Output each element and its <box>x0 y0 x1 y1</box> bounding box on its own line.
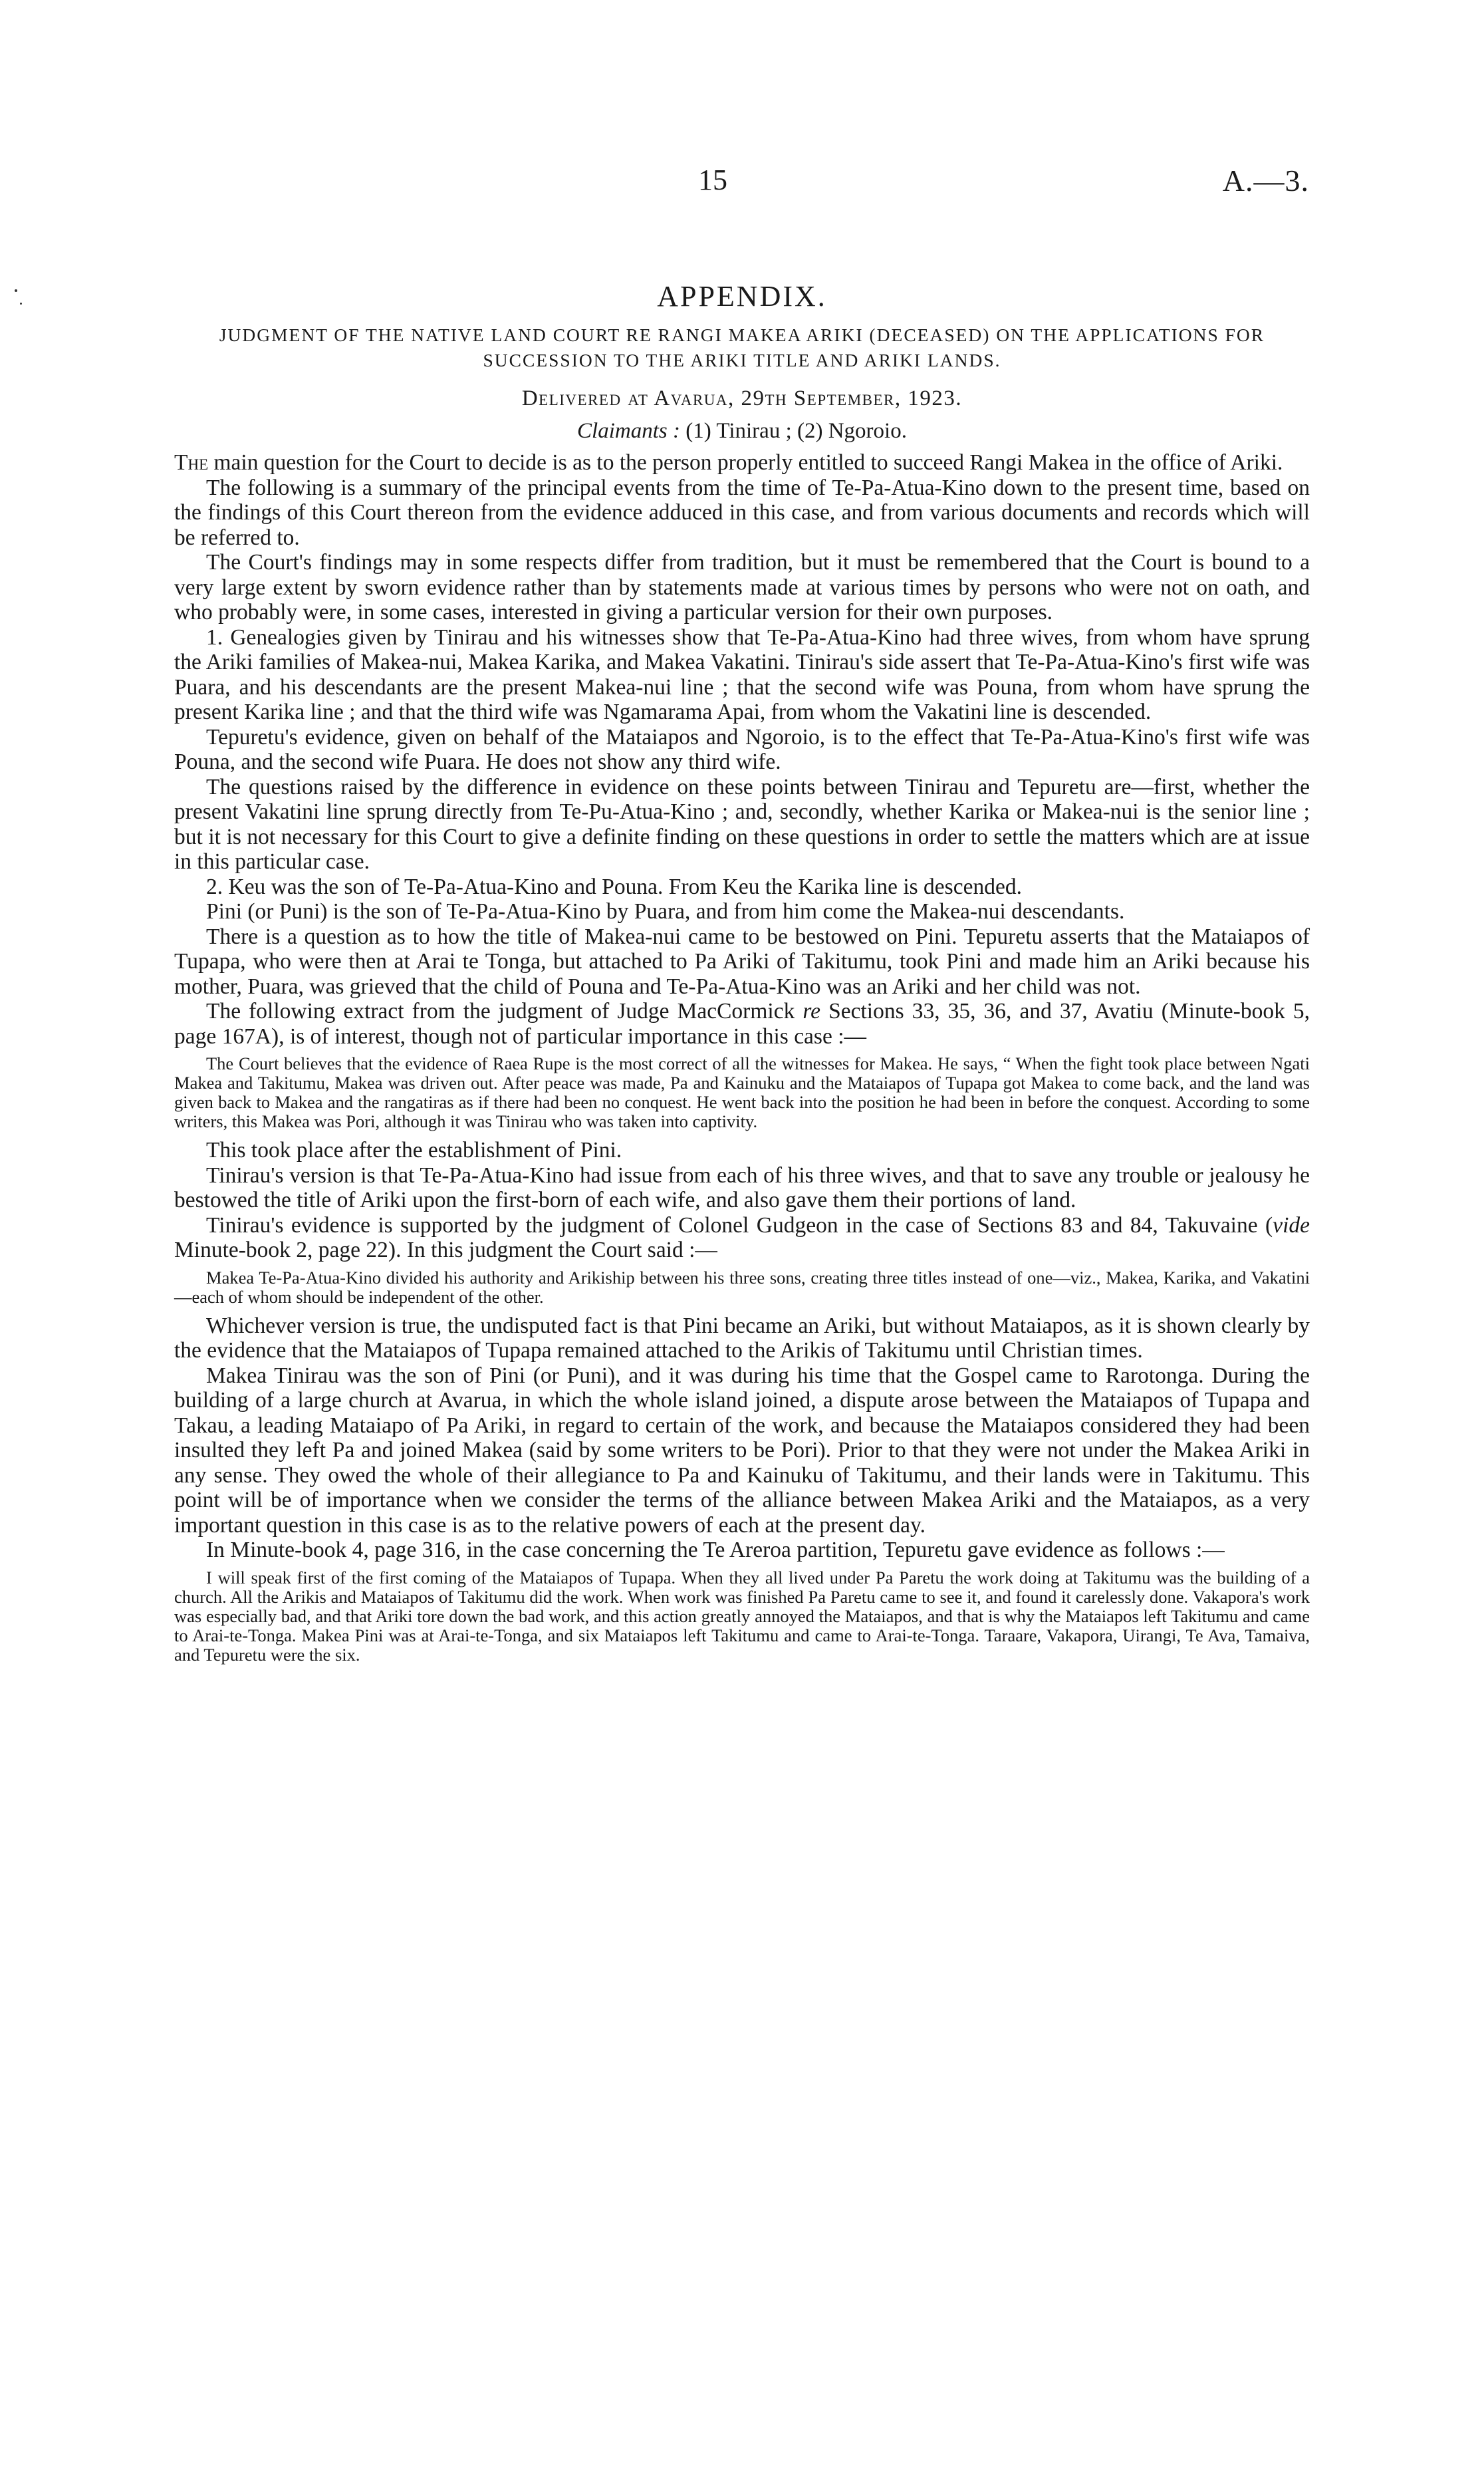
paragraph-text: main question for the Court to decide is as to the person properly entitled to succeed Rangi Makea in the office of Ariki. <box>208 450 1283 475</box>
lead-word: The <box>174 450 209 475</box>
page-header <box>0 163 1484 203</box>
paragraph: 1. Genealogies given by Tinirau and his witnesses show that Te-Pa-Atua-Kino had three wives, from whom have sprung the Ariki families of Makea-nui, Makea Karika, and Makea Vakatini. Tinirau's side assert that Te-Pa-Atua-Kino's first wife was Puara, and his descendants are the present Makea-nui line ; that the second wife was Pouna, from whom have sprung the present Karika line ; and that the third wife was Ngamarama Apai, from whom the Vakatini line is descended. <box>174 624 1310 724</box>
paragraph: Whichever version is true, the undisputed fact is that Pini became an Ariki, but without Mataiapos, as it is shown clearly by the evidence that the Mataiapos of Tupapa remained attached to the Arikis of Takitumu until Christian times. <box>174 1313 1310 1363</box>
page-content <box>174 279 1310 1671</box>
document-reference: A.—3. <box>1222 164 1309 198</box>
paragraph: In Minute-book 4, page 316, in the case concerning the Te Areroa partition, Tepuretu gave evidence as follows :— <box>206 1538 1225 1562</box>
judgment-subtitle: JUDGMENT OF THE NATIVE LAND COURT RE RANGI MAKEA ARIKI (DECEASED) ON THE APPLICATIONS FOR SUCCESSION TO THE ARIKI TITLE AND ARIKI LANDS. <box>219 325 1265 370</box>
claimants-label: Claimants : <box>577 419 680 443</box>
appendix-title: APPENDIX. <box>657 280 827 313</box>
claimants-line <box>174 419 1310 444</box>
paragraph <box>174 450 1310 476</box>
paragraph-text: Minute-book 2, page 22). In this judgment the Court said :— <box>174 1238 717 1262</box>
paragraph-text: The following extract from the judgment of Judge MacCormick <box>206 999 803 1024</box>
paragraph: The Court's findings may in some respects differ from tradition, but it must be remembered that the Court is bound to a very large extent by sworn evidence rather than by statements made at various times by persons who were not on oath, and who probably were, in some cases, interested in giving a particular version for their own purposes. <box>174 550 1310 624</box>
paragraph: Tinirau's version is that Te-Pa-Atua-Kino had issue from each of his three wives, and that to save any trouble or jealousy he bestowed the title of Ariki upon the first-born of each wife, and also gave them their portions of land. <box>174 1163 1310 1212</box>
claimants-text: (1) Tinirau ; (2) Ngoroio. <box>680 419 907 443</box>
margin-speck <box>20 303 22 305</box>
paragraph: The following is a summary of the principal events from the time of Te-Pa-Atua-Kino down to the present time, based on the findings of this Court thereon from the evidence adduced in this case, and from various documents and records which will be referred to. <box>174 475 1310 550</box>
paragraph: This took place after the establishment of Pini. <box>206 1138 622 1163</box>
block-quote: I will speak first of the first coming of the Mataiapos of Tupapa. When they all lived under Pa Paretu the work doing at Takitumu was the building of a church. All the Arikis and Mataiapos of Takitumu did the work. When work was finished Pa Paretu came to see it, and found it carelessly done. Vakapora's work was especially bad, and that Ariki tore down the bad work, and this action greatly annoyed the Mataiapos, and that is why the Mataiapos left Takitumu and came to Arai-te-Tonga. Makea Pini was at Arai-te-Tonga, and six Mataiapos left Takitumu and came to Arai-te-Tonga. Taraare, Vakapora, Uirangi, Te Ava, Tamaiva, and Tepuretu were the six. <box>174 1567 1310 1665</box>
paragraph: Makea Tinirau was the son of Pini (or Puni), and it was during his time that the Gospel came to Rarotonga. During the building of a large church at Avarua, in which the whole island joined, a dispute arose between the Mataiapos of Tupapa and Takau, a leading Mataiapo of Pa Ariki, in regard to certain of the work, and because the Mataiapos considered they had been insulted they left Pa and joined Makea (said by some writers to be Pori). Prior to that they were not under the Makea Ariki in any sense. They owed the whole of their allegiance to Pa and Kainuku of Takitumu, and their lands were in Takitumu. This point will be of importance when we consider the terms of the alliance between Makea Ariki and the Mataiapos, as a very important question in this case is as to the relative powers of each at the present day. <box>174 1363 1310 1538</box>
paragraph: 2. Keu was the son of Te-Pa-Atua-Kino and Pouna. From Keu the Karika line is descended. <box>206 874 1022 899</box>
paragraph-text: Tinirau's evidence is supported by the judgment of Colonel Gudgeon in the case of Sections 83 and 84, Takuvaine ( <box>206 1212 1273 1238</box>
margin-speck <box>15 289 17 292</box>
paragraph: Pini (or Puni) is the son of Te-Pa-Atua-Kino by Puara, and from him come the Makea-nui descendants. <box>206 899 1125 924</box>
paragraph-text: Sections 33, 35, 36, and 37, Avatiu (Minute-book 5, page 167A), is of interest, though not of particular importance in this case :— <box>174 999 1310 1049</box>
paragraph: There is a question as to how the title of Makea-nui came to be bestowed on Pini. Tepuretu asserts that the Mataiapos of Tupapa, who were then at Arai te Tonga, but attached to Pa Ariki of Takitumu, took Pini and made him an Ariki because his mother, Puara, was grieved that the child of Pouna and Te-Pa-Atua-Kino was an Ariki and her child was not. <box>174 924 1310 999</box>
paragraph <box>174 999 1310 1049</box>
paragraph <box>174 1213 1310 1263</box>
italic-re: re <box>803 999 821 1024</box>
block-quote: Makea Te-Pa-Atua-Kino divided his authority and Arikiship between his three sons, creating three titles instead of one—viz., Makea, Karika, and Vakatini—each of whom should be independent of the other. <box>174 1267 1310 1307</box>
italic-vide: vide <box>1273 1212 1310 1238</box>
block-quote: The Court believes that the evidence of Raea Rupe is the most correct of all the witnesses for Makea. He says, “ When the fight took place between Ngati Makea and Takitumu, Makea was driven out. After peace was made, Pa and Kainuku and the Mataiapos of Tupapa got Makea to come back, and the land was given back to Makea and the rangatiras as if there had been no conquest. He went back into the position he had been in before the conquest. According to some writers, this Makea was Pori, although it was Tinirau who was taken into captivity. <box>174 1053 1310 1131</box>
page-number: 15 <box>698 164 727 196</box>
paragraph: The questions raised by the difference in evidence on these points between Tinirau and Tepuretu are—first, whether the present Vakatini line sprung directly from Te-Pu-Atua-Kino ; and, secondly, whether Karika or Makea-nui is the senior line ; but it is not necessary for this Court to give a definite finding on these questions in order to settle the matters which are at issue in this particular case. <box>174 774 1310 874</box>
delivered-line: Delivered at Avarua, 29th September, 1923. <box>521 386 963 410</box>
paragraph: Tepuretu's evidence, given on behalf of the Mataiapos and Ngoroio, is to the effect that Te-Pa-Atua-Kino's first wife was Pouna, and the second wife Puara. He does not show any third wife. <box>174 724 1310 774</box>
